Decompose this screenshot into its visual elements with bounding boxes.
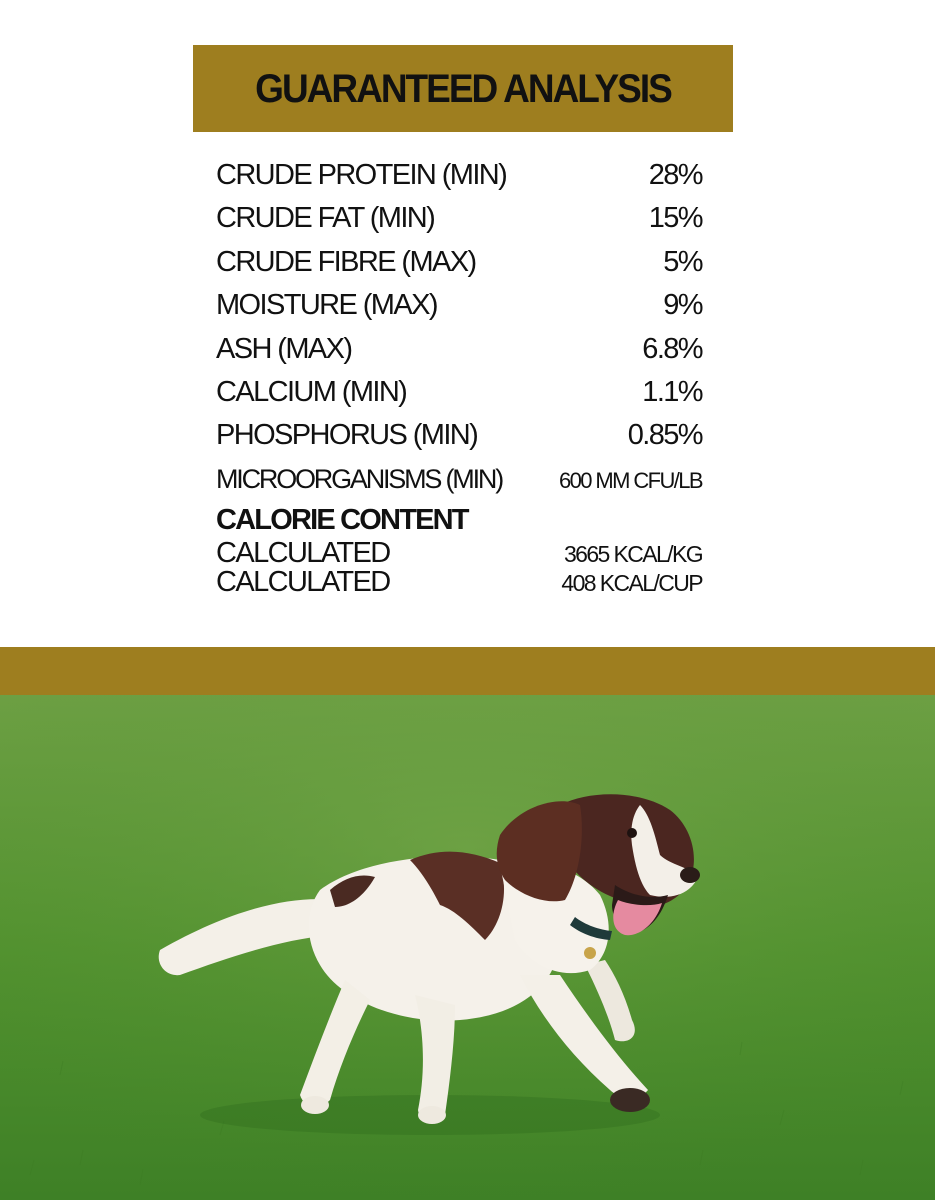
analysis-label: MOISTURE (MAX) (216, 289, 437, 322)
analysis-row-ash (216, 328, 702, 371)
analysis-row-moisture (216, 284, 702, 327)
calorie-row-per-kg (216, 539, 702, 568)
analysis-row-microorganisms (216, 458, 702, 501)
analysis-value: 15% (648, 202, 702, 235)
page-title: GUARANTEED ANALYSIS (255, 65, 671, 111)
analysis-row-calcium (216, 371, 702, 414)
analysis-value: 28% (648, 159, 702, 191)
analysis-value: 6.8% (642, 332, 702, 365)
analysis-value: 5% (663, 245, 702, 278)
analysis-value: 9% (663, 289, 702, 322)
analysis-row-crude-fat (216, 197, 702, 240)
analysis-value: 1.1% (642, 375, 702, 408)
calorie-value: 3665 KCAL/KG (563, 541, 702, 568)
analysis-row-phosphorus (216, 414, 702, 457)
analysis-label: MICROORGANISMS (MIN) (216, 463, 502, 494)
analysis-label: CRUDE PROTEIN (MIN) (216, 159, 507, 191)
dog-photo (0, 695, 935, 1200)
analysis-value: 600 MM CFU/LB (558, 467, 702, 493)
analysis-row-crude-protein (216, 154, 702, 197)
analysis-label: PHOSPHORUS (MIN) (216, 419, 478, 452)
analysis-label: CRUDE FAT (MIN) (216, 202, 435, 235)
calorie-row-per-cup (216, 568, 702, 597)
analysis-label: ASH (MAX) (216, 332, 352, 365)
calorie-content-heading: CALORIE CONTENT (216, 504, 468, 537)
analysis-label: CRUDE FIBRE (MAX) (216, 245, 476, 278)
analysis-label: CALCIUM (MIN) (216, 375, 407, 408)
calorie-label: CALCULATED (216, 566, 390, 599)
gold-divider-band (0, 647, 935, 695)
analysis-value: 0.85% (627, 419, 702, 452)
analysis-row-crude-fibre (216, 241, 702, 284)
guaranteed-analysis-table (216, 154, 702, 597)
header-band (193, 45, 733, 132)
calorie-label: CALCULATED (216, 537, 390, 570)
calorie-value: 408 KCAL/CUP (561, 570, 702, 597)
